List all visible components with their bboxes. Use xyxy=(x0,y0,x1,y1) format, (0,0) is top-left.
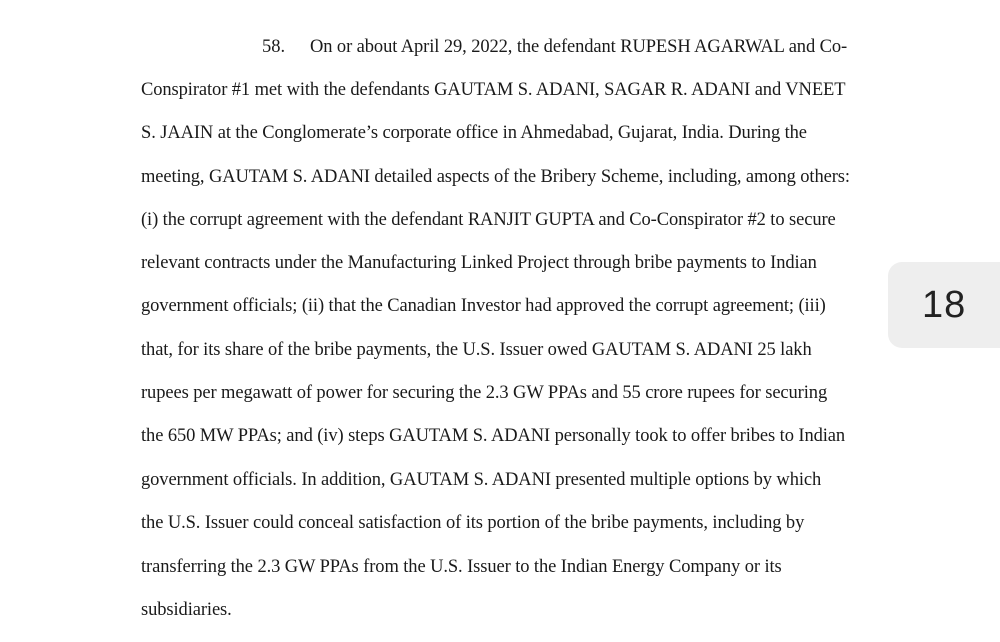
page-number: 18 xyxy=(922,284,967,326)
paragraph-line-14: subsidiaries. xyxy=(141,600,232,620)
paragraph-line-3: S. JAAIN at the Conglomerate’s corporate office in Ahmedabad, Gujarat, India. During the xyxy=(141,123,807,143)
paragraph-line-6: relevant contracts under the Manufacturing Linked Project through bribe payments to Indian xyxy=(141,253,817,273)
paragraph-line-8: that, for its share of the bribe payments, the U.S. Issuer owed GAUTAM S. ADANI 25 lakh xyxy=(141,340,812,360)
paragraph-line-4: meeting, GAUTAM S. ADANI detailed aspects of the Bribery Scheme, including, among others: xyxy=(141,167,850,187)
paragraph-line-13: transferring the 2.3 GW PPAs from the U.S. Issuer to the Indian Energy Company or its xyxy=(141,557,782,577)
paragraph-line-7: government officials; (ii) that the Canadian Investor had approved the corrupt agreement; (iii) xyxy=(141,296,826,316)
paragraph-line-12: the U.S. Issuer could conceal satisfaction of its portion of the bribe payments, including by xyxy=(141,513,805,533)
paragraph-line-9: rupees per megawatt of power for securing the 2.3 GW PPAs and 55 crore rupees for securing xyxy=(141,383,828,403)
paragraph-line-1: On or about April 29, 2022, the defendant RUPESH AGARWAL and Co- xyxy=(310,37,848,57)
paragraph-number: 58. xyxy=(262,37,286,57)
paragraph-line-10: the 650 MW PPAs; and (iv) steps GAUTAM S. ADANI personally took to offer bribes to Indian xyxy=(141,426,846,446)
paragraph-line-2: Conspirator #1 met with the defendants GAUTAM S. ADANI, SAGAR R. ADANI and VNEET xyxy=(141,80,846,100)
paragraph-line-11: government officials. In addition, GAUTAM S. ADANI presented multiple options by which xyxy=(141,470,822,490)
paragraph-line-5: (i) the corrupt agreement with the defendant RANJIT GUPTA and Co-Conspirator #2 to secure xyxy=(141,210,836,230)
